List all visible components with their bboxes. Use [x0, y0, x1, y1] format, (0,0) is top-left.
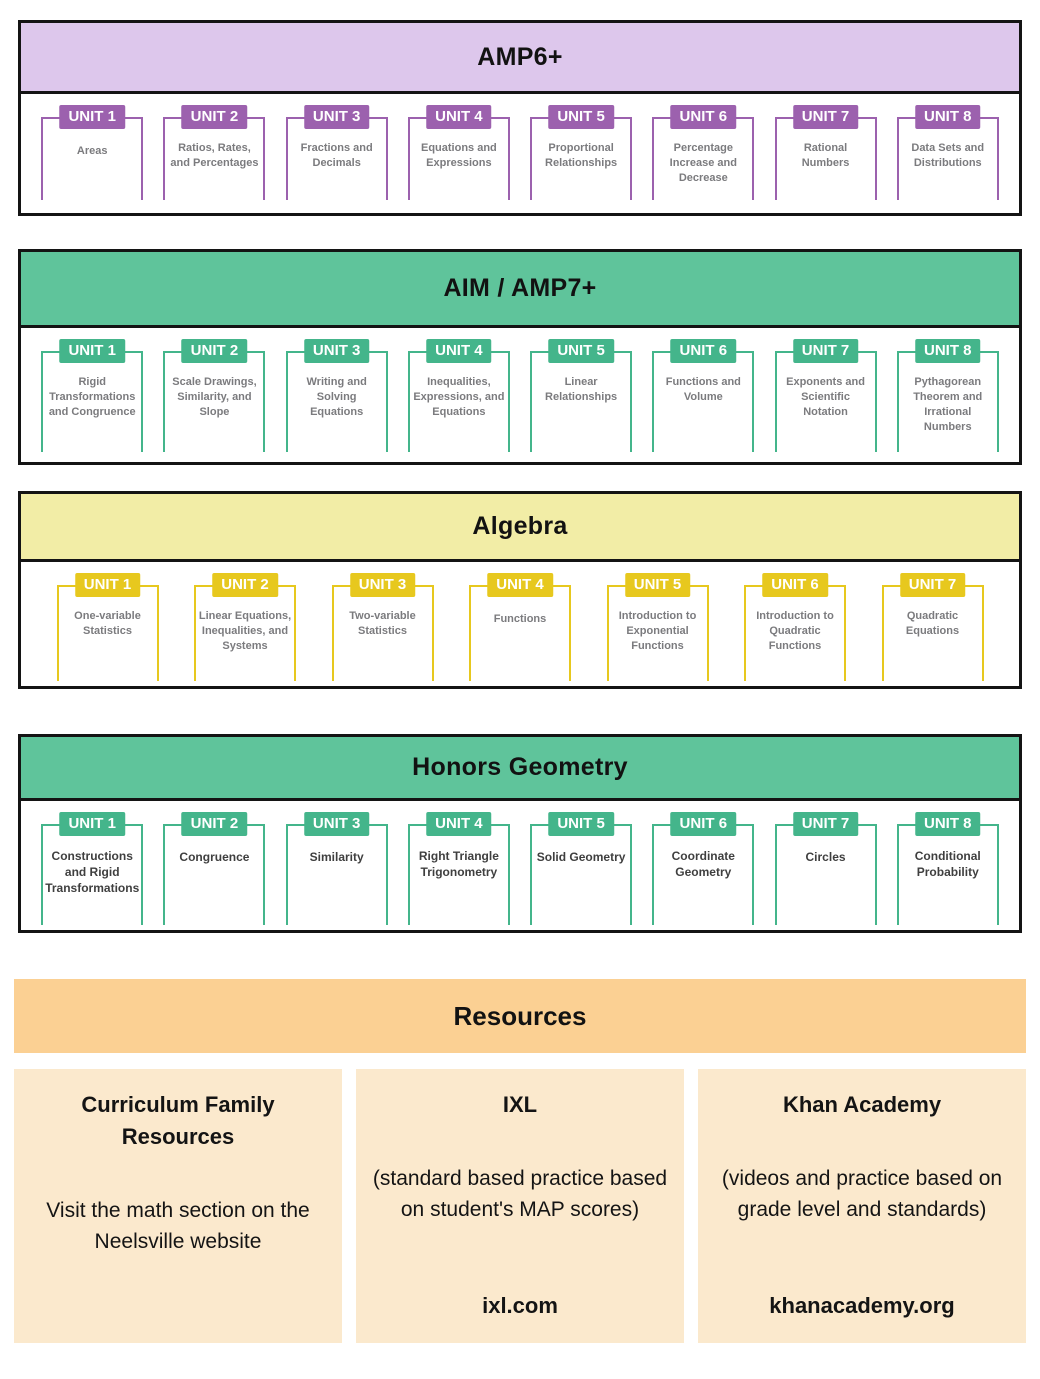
resource-card-body: Visit the math section on the Neelsville website	[46, 1198, 310, 1254]
unit-badge: UNIT 6	[671, 339, 737, 363]
section-aim-amp7-body	[21, 328, 1019, 462]
unit-badge: UNIT 4	[426, 339, 492, 363]
unit-card	[652, 339, 754, 452]
section-spacer	[18, 933, 1022, 979]
unit-label: One-variable Statistics	[74, 610, 141, 637]
resource-card-link-khan[interactable]: khanacademy.org	[769, 1293, 955, 1318]
unit-card	[530, 105, 632, 200]
resource-card-body: (videos and practice based on grade level and standards)	[721, 1166, 1003, 1222]
unit-card	[286, 339, 388, 452]
unit-bracket	[57, 585, 159, 681]
unit-badge: UNIT 2	[182, 812, 248, 836]
resource-card-body: (standard based practice based on student's MAP scores)	[372, 1166, 668, 1222]
unit-badge: UNIT 5	[548, 812, 614, 836]
unit-label: Coordinate Geometry	[671, 849, 735, 880]
unit-card	[530, 339, 632, 452]
unit-card	[775, 105, 877, 200]
unit-card	[163, 339, 265, 452]
unit-label: Exponents and Scientific Notation	[786, 376, 865, 418]
unit-label: Rational Numbers	[801, 142, 850, 169]
unit-label: Constructions and Rigid Transformations	[45, 849, 140, 896]
section-title: AIM / AMP7+	[443, 274, 597, 302]
unit-label: Equations and Expressions	[420, 142, 497, 169]
unit-card	[607, 573, 709, 681]
unit-card	[408, 812, 510, 925]
unit-label: Ratios, Rates, and Percentages	[170, 142, 259, 169]
unit-card	[194, 573, 296, 681]
unit-label: Quadratic Equations	[905, 610, 960, 637]
unit-badge: UNIT 1	[59, 339, 125, 363]
unit-card	[163, 105, 265, 200]
unit-badge: UNIT 1	[59, 812, 125, 836]
unit-label: Functions and Volume	[665, 376, 741, 403]
unit-label: Fractions and Decimals	[300, 142, 373, 169]
unit-badge: UNIT 3	[350, 573, 416, 597]
unit-badge: UNIT 3	[304, 339, 370, 363]
unit-bracket	[652, 351, 754, 452]
unit-badge: UNIT 6	[671, 105, 737, 129]
section-amp6-header	[21, 23, 1019, 94]
section-amp6	[18, 20, 1022, 216]
section-title: Honors Geometry	[412, 753, 628, 781]
section-amp6-body	[21, 94, 1019, 213]
unit-card	[744, 573, 846, 681]
section-honors-geometry-body	[21, 801, 1019, 930]
unit-card	[408, 339, 510, 452]
unit-bracket	[775, 351, 877, 452]
section-spacer	[18, 465, 1022, 491]
section-algebra	[18, 491, 1022, 689]
section-title: Algebra	[472, 512, 568, 540]
unit-bracket	[332, 585, 434, 681]
section-aim-amp7	[18, 249, 1022, 465]
unit-label: Percentage Increase and Decrease	[669, 142, 737, 184]
unit-card	[897, 339, 999, 452]
unit-bracket	[530, 351, 632, 452]
unit-label: Functions	[493, 613, 547, 625]
unit-label: Proportional Relationships	[545, 142, 618, 169]
unit-badge: UNIT 6	[762, 573, 828, 597]
unit-badge: UNIT 7	[900, 573, 966, 597]
resource-card-curriculum	[14, 1069, 342, 1343]
unit-card	[652, 105, 754, 200]
unit-label: Right Triangle Trigonometry	[418, 849, 499, 880]
unit-card	[286, 105, 388, 200]
unit-bracket	[163, 351, 265, 452]
unit-card	[332, 573, 434, 681]
resources-cards	[14, 1069, 1026, 1343]
unit-label: Two-variable Statistics	[349, 610, 416, 637]
section-spacer	[18, 1053, 1022, 1069]
unit-label: Scale Drawings, Similarity, and Slope	[172, 376, 257, 418]
unit-label: Solid Geometry	[536, 850, 626, 864]
unit-card	[163, 812, 265, 925]
unit-badge: UNIT 6	[671, 812, 737, 836]
unit-bracket	[775, 824, 877, 925]
unit-bracket	[897, 824, 999, 925]
resource-card-title: Curriculum Family Resources	[81, 1092, 275, 1149]
unit-label: Linear Relationships	[545, 376, 618, 403]
unit-label: Areas	[76, 145, 108, 157]
resources-header	[14, 979, 1026, 1053]
unit-card	[408, 105, 510, 200]
unit-label: Writing and Solving Equations	[306, 376, 367, 418]
unit-badge: UNIT 4	[487, 573, 553, 597]
unit-badge: UNIT 4	[426, 105, 492, 129]
unit-card	[775, 339, 877, 452]
resource-card-title: IXL	[502, 1092, 538, 1117]
unit-label: Similarity	[309, 850, 364, 864]
unit-card	[882, 573, 984, 681]
unit-bracket	[163, 824, 265, 925]
unit-badge: UNIT 5	[625, 573, 691, 597]
resource-card-title: Khan Academy	[782, 1092, 942, 1117]
unit-card	[530, 812, 632, 925]
unit-bracket	[286, 824, 388, 925]
unit-badge: UNIT 2	[182, 105, 248, 129]
unit-card	[469, 573, 571, 681]
unit-badge: UNIT 3	[304, 105, 370, 129]
section-algebra-header	[21, 494, 1019, 562]
unit-badge: UNIT 8	[915, 339, 981, 363]
resource-card-khan-academy	[698, 1069, 1026, 1343]
unit-bracket	[163, 117, 265, 200]
unit-bracket	[607, 585, 709, 681]
unit-bracket	[408, 117, 510, 200]
unit-bracket	[286, 351, 388, 452]
unit-badge: UNIT 7	[793, 339, 859, 363]
unit-label: Congruence	[179, 850, 250, 864]
unit-card	[57, 573, 159, 681]
unit-label: Rigid Transformations and Congruence	[48, 376, 136, 418]
section-spacer	[18, 689, 1022, 734]
unit-bracket	[744, 585, 846, 681]
unit-bracket	[286, 117, 388, 200]
unit-bracket	[469, 585, 571, 681]
unit-card	[286, 812, 388, 925]
unit-badge: UNIT 7	[793, 812, 859, 836]
section-spacer	[18, 216, 1022, 249]
unit-label: Data Sets and Distributions	[911, 142, 985, 169]
section-resources	[18, 979, 1022, 1343]
unit-badge: UNIT 8	[915, 105, 981, 129]
section-honors-geometry-header	[21, 737, 1019, 801]
unit-bracket	[41, 351, 143, 452]
unit-card	[41, 812, 143, 925]
unit-badge: UNIT 8	[915, 812, 981, 836]
unit-bracket	[41, 117, 143, 200]
resource-card-link-ixl[interactable]: ixl.com	[482, 1293, 558, 1318]
unit-card	[897, 105, 999, 200]
unit-label: Conditional Probability	[914, 849, 981, 880]
unit-label: Circles	[805, 850, 846, 864]
unit-badge: UNIT 5	[548, 105, 614, 129]
unit-badge: UNIT 2	[212, 573, 278, 597]
unit-badge: UNIT 1	[75, 573, 141, 597]
unit-badge: UNIT 4	[426, 812, 492, 836]
unit-label: Introduction to Exponential Functions	[618, 610, 697, 652]
unit-label: Inequalities, Expressions, and Equations	[413, 376, 505, 418]
unit-bracket	[530, 117, 632, 200]
unit-card	[41, 105, 143, 200]
unit-bracket	[408, 824, 510, 925]
unit-bracket	[652, 117, 754, 200]
unit-bracket	[194, 585, 296, 681]
section-algebra-body	[21, 562, 1019, 686]
section-title: AMP6+	[477, 42, 563, 71]
unit-card	[897, 812, 999, 925]
unit-badge: UNIT 5	[548, 339, 614, 363]
section-honors-geometry	[18, 734, 1022, 933]
unit-bracket	[775, 117, 877, 200]
unit-badge: UNIT 3	[304, 812, 370, 836]
unit-card	[775, 812, 877, 925]
unit-card	[652, 812, 754, 925]
unit-bracket	[897, 117, 999, 200]
unit-bracket	[897, 351, 999, 452]
unit-bracket	[882, 585, 984, 681]
unit-bracket	[652, 824, 754, 925]
resource-card-ixl	[356, 1069, 684, 1343]
unit-badge: UNIT 7	[793, 105, 859, 129]
unit-label: Introduction to Quadratic Functions	[756, 610, 834, 652]
section-aim-amp7-header	[21, 252, 1019, 328]
unit-label: Linear Equations, Inequalities, and Systems	[198, 610, 292, 652]
resources-title: Resources	[453, 1000, 587, 1031]
unit-card	[41, 339, 143, 452]
unit-label: Pythagorean Theorem and Irrational Numbers	[913, 376, 983, 433]
unit-badge: UNIT 1	[59, 105, 125, 129]
unit-bracket	[408, 351, 510, 452]
unit-bracket	[41, 824, 143, 925]
unit-badge: UNIT 2	[182, 339, 248, 363]
unit-bracket	[530, 824, 632, 925]
